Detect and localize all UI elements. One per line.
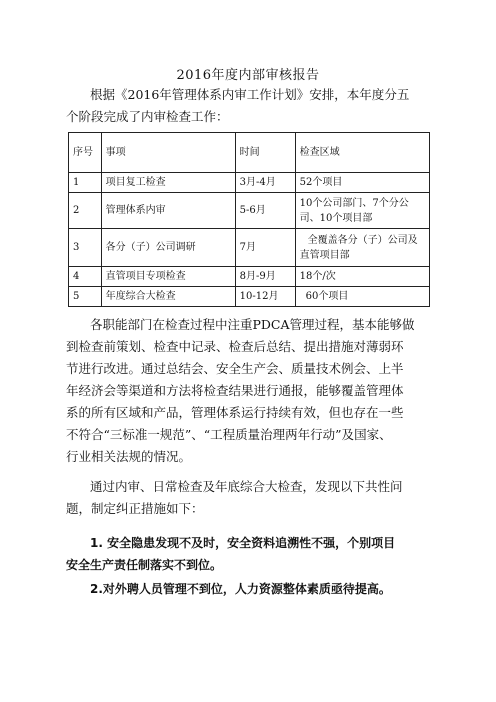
para1-line-3: 节进行改进。通过总结会、安全生产会、质量技术例会、上半 (66, 361, 404, 376)
para1-line-5: 系的所有区域和产品，管理体系运行持续有效，但也存在一些 (66, 405, 404, 420)
cell-no: 2 (69, 193, 102, 229)
cell-area: 60个项目 (295, 287, 429, 307)
cell-item: 直管项目专项检查 (101, 267, 235, 287)
cell-item: 年度综合大检查 (101, 287, 235, 307)
page-title: 2016年度内部审核报告 (176, 68, 320, 83)
issue-1-line-2: 安全生产责任制落实不到位。 (66, 558, 223, 572)
cell-area-line: 10个公司部门、7个分公 (299, 197, 409, 209)
intro-line-1: 根据《2016年管理体系内审工作计划》安排，本年度分五 (90, 87, 410, 102)
para2-line-1: 通过内审、日常检查及年底综合大检查，发现以下共性问 (90, 479, 403, 494)
para1-line-1: 各职能部门在检查过程中注重PDCA管理过程，基本能够做 (90, 317, 415, 332)
cell-area: 52个项目 (295, 173, 429, 193)
cell-time: 8月-9月 (235, 267, 295, 287)
para1-line-7: 行业相关法规的情况。 (66, 449, 192, 464)
cell-area (295, 229, 429, 267)
cell-time: 5-6月 (235, 193, 295, 229)
header-no: 序号 (69, 133, 102, 173)
cell-time: 7月 (235, 229, 295, 267)
header-time: 时间 (235, 133, 295, 173)
intro-line-2: 个阶段完成了内审检查工作： (66, 109, 229, 124)
header-area: 检查区域 (295, 133, 429, 173)
cell-no: 1 (69, 173, 102, 193)
issue-1-line-1: 1. 安全隐患发现不及时，安全资料追溯性不强，个别项目 (90, 536, 396, 550)
cell-time: 10-12月 (235, 287, 295, 307)
table-row (69, 229, 430, 267)
cell-item: 各分（子）公司调研 (101, 229, 235, 267)
para1-line-2: 到检查前策划、检查中记录、检查后总结、提出措施对薄弱环 (66, 339, 404, 354)
para1-line-6: 不符合“三标准一规范”、“工程质量治理两年行动”及国家、 (66, 427, 392, 442)
table-row (69, 193, 430, 229)
cell-area-line: 司、10个项目部 (299, 212, 373, 224)
para2-line-2: 题，制定纠正措施如下： (66, 501, 204, 516)
cell-time: 3月-4月 (235, 173, 295, 193)
cell-area (295, 193, 429, 229)
table-row (69, 173, 430, 193)
para1-line-4: 年经济会等渠道和方法将检查结果进行通报，能够覆盖管理体 (66, 383, 404, 398)
header-item: 事项 (101, 133, 235, 173)
cell-item: 项目复工检查 (101, 173, 235, 193)
cell-area-line: 直管项目部 (299, 249, 350, 261)
cell-no: 5 (69, 287, 102, 307)
cell-item: 管理体系内审 (101, 193, 235, 229)
cell-area-line: 全覆盖各分（子）公司及 (307, 234, 418, 246)
table-header-row (69, 133, 430, 173)
issue-2-line-1: 2.对外聘人员管理不到位，人力资源整体素质亟待提高。 (90, 582, 391, 596)
cell-no: 3 (69, 229, 102, 267)
table-row (69, 267, 430, 287)
audit-schedule-table (68, 132, 430, 307)
cell-area: 18个/次 (295, 267, 429, 287)
cell-no: 4 (69, 267, 102, 287)
table-row (69, 287, 430, 307)
